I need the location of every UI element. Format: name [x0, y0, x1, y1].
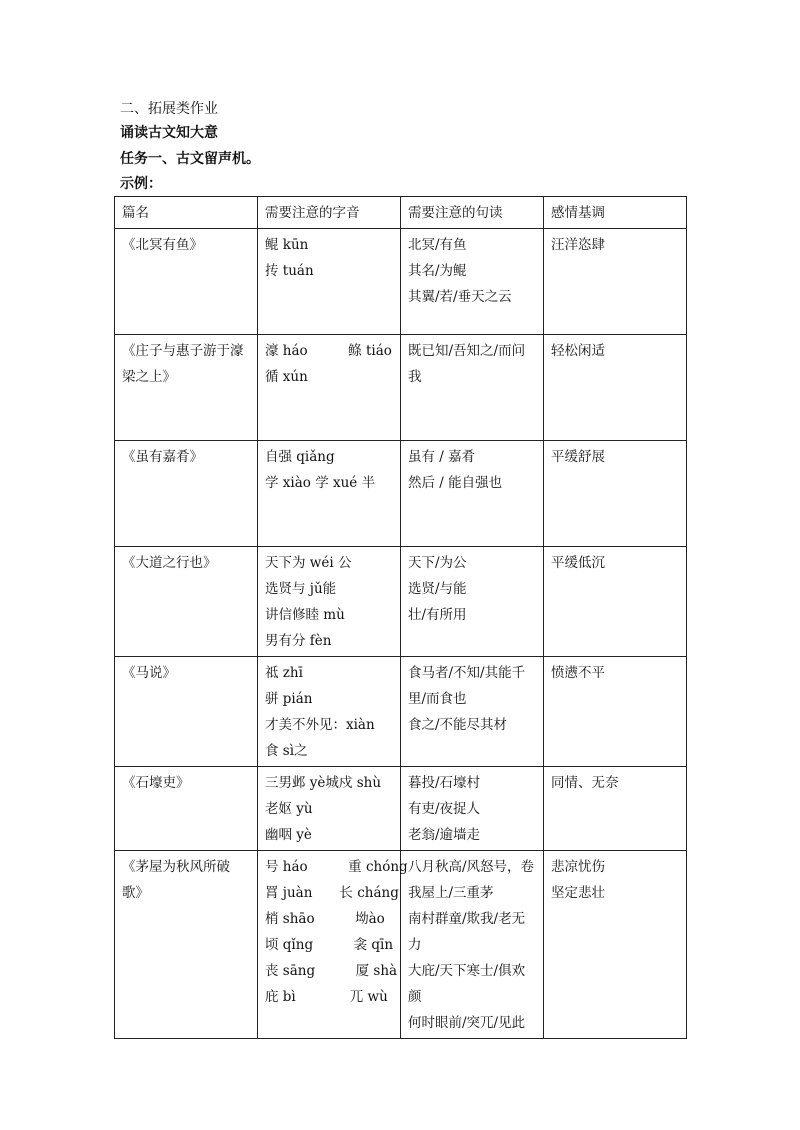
cell-title	[115, 335, 258, 441]
cell-pauses	[401, 335, 544, 441]
cell-title	[115, 441, 258, 547]
table-row	[115, 767, 687, 851]
table-row	[115, 547, 687, 657]
cell-pronunciation	[258, 547, 401, 657]
cell-pauses	[401, 441, 544, 547]
pron-line: 食 sì之	[265, 743, 308, 759]
table-row	[115, 335, 687, 441]
table-row	[115, 851, 687, 1039]
pron-line: 濠 háo 鲦 tiáo	[265, 343, 392, 359]
pron-line: 骈 pián	[265, 691, 313, 707]
title-text: 《北冥有鱼》	[122, 237, 203, 253]
pause-line: 既已知/吾知之/而问我	[408, 343, 526, 385]
pause-line: 食马者/不知/其能千里/而食也	[408, 665, 526, 707]
cell-pauses	[401, 851, 544, 1039]
cell-pauses	[401, 229, 544, 335]
cell-pronunciation	[258, 767, 401, 851]
title-text: 《茅屋为秋风所破歌》	[122, 859, 230, 901]
cell-pronunciation	[258, 335, 401, 441]
cell-pauses	[401, 657, 544, 767]
emotion-line: 平缓舒展	[551, 449, 605, 465]
emotion-line: 平缓低沉	[551, 555, 605, 571]
pron-line: 顷 qǐng 衾 qīn	[265, 937, 394, 953]
header-cell-pauses: 需要注意的句读	[401, 197, 544, 229]
cell-pronunciation	[258, 229, 401, 335]
cell-pauses	[401, 767, 544, 851]
cell-pronunciation	[258, 851, 408, 1039]
pause-line: 虽有 / 嘉肴	[408, 449, 476, 465]
cell-emotion	[544, 335, 687, 441]
pron-line: 庇 bì 兀 wù	[265, 989, 388, 1005]
title-text: 《马说》	[122, 665, 176, 681]
emotion-line: 坚定悲壮	[551, 885, 605, 901]
title-text: 《庄子与惠子游于濠梁之上》	[122, 343, 244, 385]
header-cell-pronunciation: 需要注意的字音	[258, 197, 401, 229]
poem-reading-table	[114, 196, 687, 1039]
pause-line: 南村群童/欺我/老无力	[408, 911, 526, 953]
pause-line: 大庇/天下寒士/俱欢颜	[408, 963, 526, 1005]
example-label: 示例：	[120, 176, 162, 192]
pause-line: 天下/为公	[408, 555, 467, 571]
header-cell-emotion: 感情基调	[544, 197, 687, 229]
pron-line: 老妪 yù	[265, 801, 313, 817]
pron-line: 天下为 wéi 公	[265, 555, 352, 571]
pause-line: 食之/不能尽其材	[408, 717, 508, 733]
pron-line: 三男邺 yè城戍 shù	[265, 775, 382, 791]
section-title: 二、拓展类作业	[120, 101, 218, 117]
cell-pronunciation	[258, 441, 401, 547]
pause-line: 然后 / 能自强也	[408, 475, 503, 491]
cell-emotion	[544, 767, 687, 851]
pron-line: 祗 zhī	[265, 665, 303, 681]
pron-line: 才美不外见：xiàn	[265, 717, 375, 733]
emotion-line: 汪洋恣肆	[551, 237, 605, 253]
pause-line: 选贤/与能	[408, 581, 467, 597]
emotion-line: 轻松闲适	[551, 343, 605, 359]
cell-emotion	[544, 547, 687, 657]
header-cell-title: 篇名	[115, 197, 258, 229]
table-row	[115, 441, 687, 547]
cell-emotion	[544, 851, 687, 1039]
pron-line: 丧 sāng 厦 shà	[265, 963, 398, 979]
pron-line: 幽咽 yè	[265, 827, 312, 843]
pron-line: 罥 juàn 长 cháng	[265, 885, 399, 901]
cell-title	[115, 851, 258, 1039]
pause-line: 老翁/逾墙走	[408, 827, 481, 843]
pause-line: 八月秋高/风怒号，卷我屋上/三重茅	[408, 859, 535, 901]
emotion-line: 悲凉忧伤	[551, 859, 605, 875]
cell-emotion	[544, 229, 687, 335]
subtitle: 诵读古文知大意	[120, 125, 218, 141]
pron-line: 号 háo 重 chóng	[265, 859, 408, 875]
title-text: 《石壕吏》	[122, 775, 190, 791]
cell-title	[115, 657, 258, 767]
table-header-row	[115, 197, 687, 229]
pause-line: 壮/有所用	[408, 607, 467, 623]
table-row	[115, 657, 687, 767]
pause-line: 有吏/夜捉人	[408, 801, 481, 817]
pron-line: 循 xún	[265, 369, 308, 385]
pause-line: 北冥/有鱼	[408, 237, 467, 253]
pron-line: 梢 shāo 坳ào	[265, 911, 385, 927]
cell-emotion	[544, 441, 687, 547]
pron-line: 学 xiào 学 xué 半	[265, 475, 376, 491]
pron-line: 讲信修睦 mù	[265, 607, 345, 623]
task-title: 任务一、古文留声机。	[120, 151, 260, 167]
cell-pauses	[401, 547, 544, 657]
pron-line: 男有分 fèn	[265, 633, 332, 649]
pron-line: 鲲 kūn	[265, 237, 309, 253]
pause-line: 其翼/若/垂天之云	[408, 289, 512, 305]
cell-emotion	[544, 657, 687, 767]
pause-line: 何时眼前/突兀/见此	[408, 1015, 526, 1031]
cell-title	[115, 767, 258, 851]
cell-title	[115, 547, 258, 657]
table-row	[115, 229, 687, 335]
cell-title	[115, 229, 258, 335]
title-text: 《虽有嘉肴》	[122, 449, 203, 465]
title-text: 《大道之行也》	[122, 555, 217, 571]
emotion-line: 愤懑不平	[551, 665, 605, 681]
pron-line: 选贤与 jǔ能	[265, 581, 337, 597]
pron-line: 自强 qiǎng	[265, 449, 335, 465]
pause-line: 暮投/石壕村	[408, 775, 481, 791]
cell-pronunciation	[258, 657, 401, 767]
emotion-line: 同情、无奈	[551, 775, 619, 791]
pron-line: 抟 tuán	[265, 263, 314, 279]
pause-line: 其名/为鲲	[408, 263, 467, 279]
